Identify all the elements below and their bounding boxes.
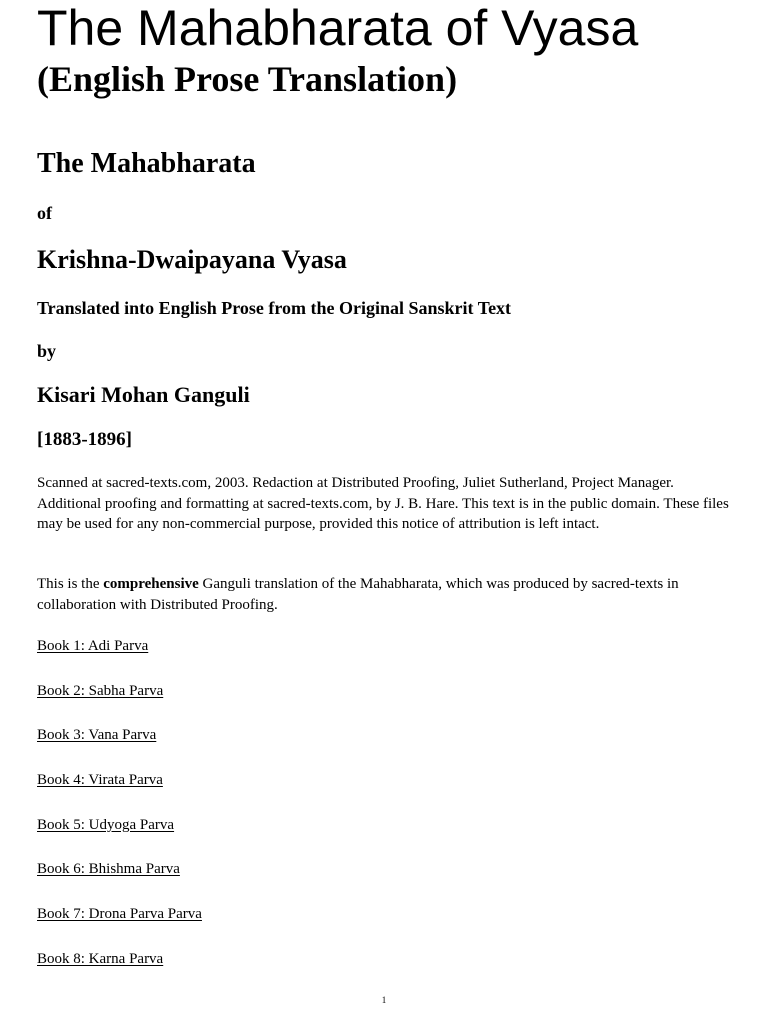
- work-title: The Mahabharata: [37, 148, 256, 179]
- list-item: [37, 949, 202, 994]
- translation-note: Translated into English Prose from the Original Sanskrit Text: [37, 298, 512, 318]
- list-item: [37, 725, 202, 770]
- list-item: [37, 904, 202, 949]
- about-text-bold: comprehensive: [103, 576, 199, 592]
- list-item: [37, 636, 202, 681]
- book-link-drona-parva[interactable]: Book 7: Drona Parva Parva: [37, 906, 202, 923]
- by-label: by: [37, 341, 57, 361]
- about-text-before: This is the: [37, 576, 104, 592]
- translator-name: Kisari Mohan Ganguli: [37, 382, 250, 407]
- book-link-adi-parva[interactable]: Book 1: Adi Parva: [37, 638, 149, 654]
- book-link-virata-parva[interactable]: Book 4: Virata Parva: [37, 772, 163, 789]
- book-link-karna-parva[interactable]: Book 8: Karna Parva: [37, 950, 164, 967]
- book-link-sabha-parva[interactable]: Book 2: Sabha Parva: [37, 682, 164, 699]
- page-number: 1: [381, 995, 387, 1005]
- document-title: The Mahabharata of Vyasa: [37, 0, 639, 56]
- list-item: [37, 859, 202, 904]
- list-item: [37, 815, 202, 860]
- list-item: [37, 770, 202, 815]
- list-item: [37, 681, 202, 726]
- book-link-vana-parva[interactable]: Book 3: Vana Parva: [37, 727, 157, 744]
- translation-dates: [1883-1896]: [37, 429, 132, 450]
- of-label: of: [37, 203, 52, 223]
- about-paragraph: [37, 574, 737, 615]
- author-name: Krishna-Dwaipayana Vyasa: [37, 245, 347, 274]
- about-text-after: Ganguli translation of the Mahabharata, which was produced by sacred-texts in collaboration with Distributed Proofing.: [37, 576, 679, 613]
- credits-paragraph: Scanned at sacred-texts.com, 2003. Redaction at Distributed Proofing, Juliet Sutherland, Project Manager. Additional proofing and formatting at sacred-texts.com, by J. B. Hare. This text is in the public domain. These files may be used for any non-commercial purpose, provided this notice of attribution is left intact.: [37, 475, 729, 532]
- book-link-bhishma-parva[interactable]: Book 6: Bhishma Parva: [37, 861, 180, 878]
- document-subtitle: (English Prose Translation): [37, 59, 458, 99]
- book-link-udyoga-parva[interactable]: Book 5: Udyoga Parva: [37, 816, 175, 833]
- book-list: [37, 636, 202, 994]
